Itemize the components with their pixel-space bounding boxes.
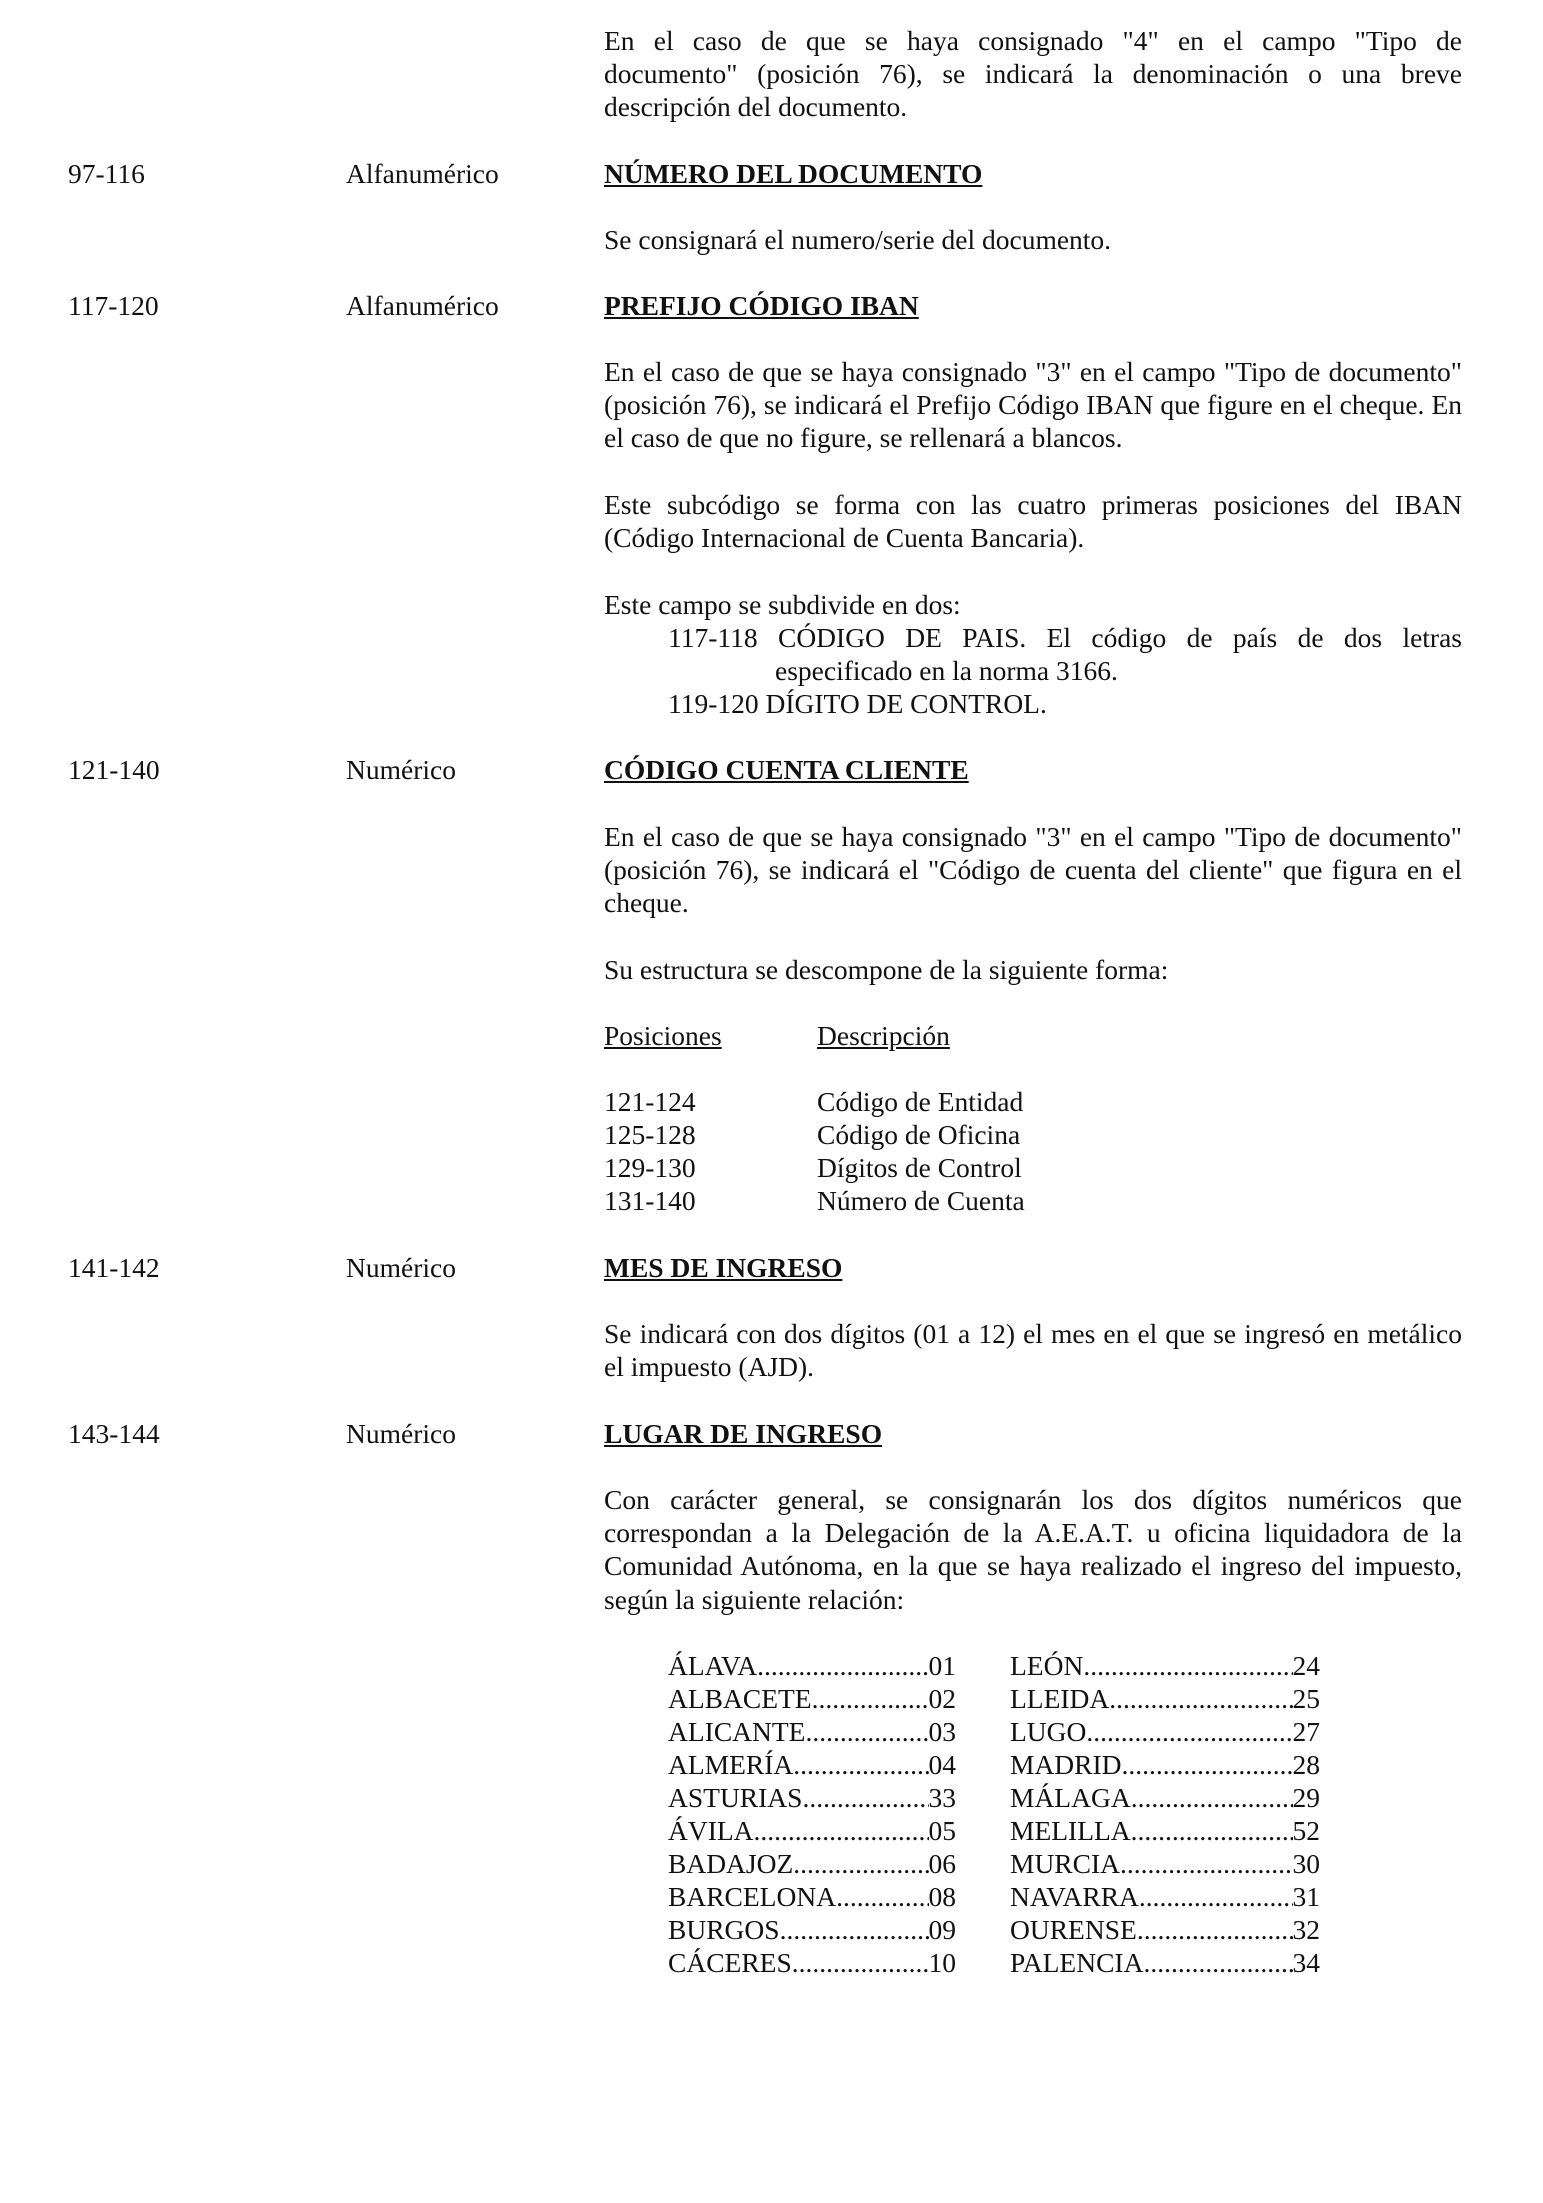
- table-cell-position: 121-124: [604, 1086, 696, 1117]
- field-paragraph: Se indicará con dos dígitos (01 a 12) el mes en el que se ingresó en metálico el impuesto (AJD).: [604, 1318, 1462, 1383]
- field-position: 117-120: [68, 290, 159, 321]
- province-item: ALICANTE ..... 03: [668, 1715, 956, 1748]
- field-type: Numérico: [346, 1252, 456, 1283]
- province-item: MURCIA ..... 30: [1010, 1847, 1320, 1880]
- intro-line-1: En el caso de que se haya consignado "4" en el campo "Tipo de: [604, 25, 1462, 56]
- intro-line-3: descripción del documento.: [604, 91, 908, 122]
- field-paragraph: Este subcódigo se forma con las cuatro primeras posiciones del IBAN (Código Internacional de Cuenta Bancaria).: [604, 489, 1462, 554]
- field-title: CÓDIGO CUENTA CLIENTE: [604, 754, 969, 785]
- table-cell-description: Número de Cuenta: [817, 1185, 1025, 1216]
- province-item: CÁCERES ..... 10: [668, 1946, 956, 1979]
- province-item: LEÓN ..... 24: [1010, 1649, 1320, 1682]
- field-paragraph: Su estructura se descompone de la siguiente forma:: [604, 954, 1169, 985]
- province-item: ASTURIAS ..... 33: [668, 1781, 956, 1814]
- field-title: NÚMERO DEL DOCUMENTO: [604, 158, 983, 189]
- table-header-description: Descripción: [817, 1020, 950, 1051]
- subfield-line: especificado en la norma 3166.: [775, 655, 1118, 686]
- field-position: 141-142: [68, 1252, 160, 1283]
- field-paragraph: Con carácter general, se consignarán los dos dígitos numéricos que correspondan a la Delegación de la A.E.A.T. u oficina liquidadora de la Comunidad Autónoma, en la que se haya realizado el ingreso del impuesto, según la siguiente relación:: [604, 1484, 1462, 1615]
- province-item: BADAJOZ ..... 06: [668, 1847, 956, 1880]
- field-paragraph: Este campo se subdivide en dos:: [604, 589, 961, 620]
- field-type: Alfanumérico: [346, 290, 499, 321]
- table-header-positions: Posiciones: [604, 1020, 722, 1051]
- province-item: NAVARRA ..... 31: [1010, 1880, 1320, 1913]
- subfield-line: 119-120 DÍGITO DE CONTROL.: [668, 688, 1047, 719]
- table-cell-description: Dígitos de Control: [817, 1152, 1022, 1183]
- field-type: Numérico: [346, 754, 456, 785]
- province-item: LLEIDA ..... 25: [1010, 1682, 1320, 1715]
- field-position: 97-116: [68, 158, 145, 189]
- table-cell-position: 129-130: [604, 1152, 696, 1183]
- table-cell-position: 131-140: [604, 1185, 696, 1216]
- province-item: MÁLAGA ..... 29: [1010, 1781, 1320, 1814]
- field-type: Numérico: [346, 1418, 456, 1449]
- field-position: 143-144: [68, 1418, 160, 1449]
- field-position: 121-140: [68, 754, 160, 785]
- province-item: MADRID ..... 28: [1010, 1748, 1320, 1781]
- table-cell-description: Código de Entidad: [817, 1086, 1024, 1117]
- province-item: BARCELONA ..... 08: [668, 1880, 956, 1913]
- field-title: LUGAR DE INGRESO: [604, 1418, 883, 1449]
- province-item: BURGOS ..... 09: [668, 1913, 956, 1946]
- table-cell-position: 125-128: [604, 1119, 696, 1150]
- province-item: LUGO ..... 27: [1010, 1715, 1320, 1748]
- field-title: PREFIJO CÓDIGO IBAN: [604, 290, 919, 321]
- field-type: Alfanumérico: [346, 158, 499, 189]
- province-item: ÁVILA ..... 05: [668, 1814, 956, 1847]
- province-item: OURENSE ..... 32: [1010, 1913, 1320, 1946]
- province-item: ÁLAVA ..... 01: [668, 1649, 956, 1682]
- table-cell-description: Código de Oficina: [817, 1119, 1021, 1150]
- province-item: PALENCIA ..... 34: [1010, 1946, 1320, 1979]
- intro-line-2: documento" (posición 76), se indicará la denominación o una breve: [604, 58, 1462, 89]
- field-paragraph: Se consignará el numero/serie del documento.: [604, 224, 1112, 255]
- province-item: MELILLA ..... 52: [1010, 1814, 1320, 1847]
- province-item: ALBACETE ..... 02: [668, 1682, 956, 1715]
- field-paragraph: En el caso de que se haya consignado "3" en el campo "Tipo de documento" (posición 76), se indicará el Prefijo Código IBAN que figure en el cheque. En el caso de que no figure, se rellenará a blancos.: [604, 356, 1462, 454]
- field-title: MES DE INGRESO: [604, 1252, 843, 1283]
- field-paragraph: En el caso de que se haya consignado "3" en el campo "Tipo de documento" (posición 76), se indicará el "Código de cuenta del cliente" que figura en el cheque.: [604, 821, 1462, 919]
- province-item: ALMERÍA ..... 04: [668, 1748, 956, 1781]
- subfield-line: 117-118 CÓDIGO DE PAIS. El código de país de dos letras: [668, 622, 1462, 653]
